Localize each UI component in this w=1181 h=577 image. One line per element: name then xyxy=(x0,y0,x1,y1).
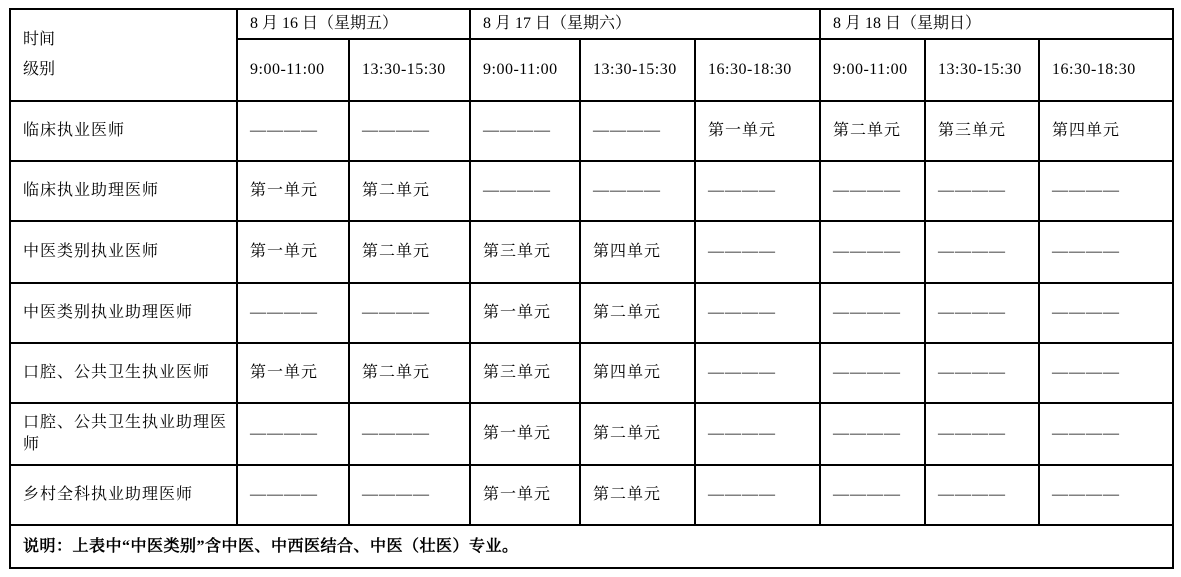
schedule-cell: 第四单元 xyxy=(580,343,695,403)
schedule-cell: 第二单元 xyxy=(580,283,695,343)
schedule-cell: 第二单元 xyxy=(349,343,470,403)
schedule-cell: ———— xyxy=(237,465,349,525)
schedule-cell: ———— xyxy=(820,465,925,525)
schedule-cell: ———— xyxy=(580,161,695,221)
schedule-cell: 第三单元 xyxy=(470,221,580,283)
time-slot-header: 9:00-11:00 xyxy=(470,39,580,101)
schedule-cell: ———— xyxy=(580,101,695,161)
schedule-cell: ———— xyxy=(1039,403,1173,465)
schedule-cell: ———— xyxy=(820,283,925,343)
schedule-cell: ———— xyxy=(349,101,470,161)
schedule-cell: 第一单元 xyxy=(470,283,580,343)
schedule-cell: ———— xyxy=(695,283,820,343)
schedule-cell: ———— xyxy=(820,161,925,221)
schedule-cell: ———— xyxy=(1039,283,1173,343)
table-row xyxy=(10,101,1173,161)
table-row xyxy=(10,161,1173,221)
schedule-cell: 第三单元 xyxy=(470,343,580,403)
schedule-cell: ———— xyxy=(695,161,820,221)
schedule-cell: 第一单元 xyxy=(695,101,820,161)
note-text: 说明：上表中“中医类别”含中医、中西医结合、中医（壮医）专业。 xyxy=(10,525,1173,568)
date-header-friday: 8 月 16 日（星期五） xyxy=(237,9,470,39)
row-label: 临床执业助理医师 xyxy=(10,161,237,221)
table-row xyxy=(10,465,1173,525)
exam-schedule-table xyxy=(9,8,1174,569)
schedule-cell: 第二单元 xyxy=(349,161,470,221)
schedule-cell: ———— xyxy=(237,101,349,161)
schedule-cell: ———— xyxy=(925,343,1039,403)
row-label: 乡村全科执业助理医师 xyxy=(10,465,237,525)
schedule-cell: 第四单元 xyxy=(580,221,695,283)
table-row xyxy=(10,343,1173,403)
schedule-cell: ———— xyxy=(925,221,1039,283)
schedule-cell: ———— xyxy=(1039,343,1173,403)
schedule-cell: ———— xyxy=(820,343,925,403)
row-label: 口腔、公共卫生执业医师 xyxy=(10,343,237,403)
time-slot-header: 9:00-11:00 xyxy=(820,39,925,101)
note-row xyxy=(10,525,1173,568)
schedule-cell: ———— xyxy=(820,221,925,283)
time-slot-header: 13:30-15:30 xyxy=(349,39,470,101)
schedule-cell: 第一单元 xyxy=(237,221,349,283)
time-slot-header: 16:30-18:30 xyxy=(1039,39,1173,101)
schedule-cell: ———— xyxy=(925,161,1039,221)
schedule-cell: ———— xyxy=(695,465,820,525)
schedule-cell: ———— xyxy=(237,283,349,343)
schedule-cell: 第三单元 xyxy=(925,101,1039,161)
schedule-cell: ———— xyxy=(1039,465,1173,525)
schedule-cell: 第四单元 xyxy=(1039,101,1173,161)
schedule-cell: ———— xyxy=(820,403,925,465)
schedule-cell: ———— xyxy=(1039,221,1173,283)
time-slot-header: 13:30-15:30 xyxy=(580,39,695,101)
date-header-sunday: 8 月 18 日（星期日） xyxy=(820,9,1173,39)
schedule-cell: ———— xyxy=(925,283,1039,343)
schedule-cell: 第一单元 xyxy=(237,161,349,221)
table-row xyxy=(10,221,1173,283)
schedule-cell: ———— xyxy=(349,283,470,343)
corner-header-cell xyxy=(10,9,237,101)
date-header-saturday: 8 月 17 日（星期六） xyxy=(470,9,820,39)
schedule-cell: 第一单元 xyxy=(237,343,349,403)
schedule-cell: ———— xyxy=(349,403,470,465)
row-label: 口腔、公共卫生执业助理医师 xyxy=(10,403,237,465)
corner-label-time: 时间 xyxy=(23,31,56,48)
schedule-cell: 第二单元 xyxy=(349,221,470,283)
schedule-cell: ———— xyxy=(695,343,820,403)
time-slot-header: 16:30-18:30 xyxy=(695,39,820,101)
schedule-cell: ———— xyxy=(1039,161,1173,221)
schedule-cell: ———— xyxy=(925,465,1039,525)
corner-label-level: 级别 xyxy=(23,61,56,78)
schedule-cell: ———— xyxy=(695,403,820,465)
row-label: 临床执业医师 xyxy=(10,101,237,161)
table-row xyxy=(10,403,1173,465)
table-row xyxy=(10,283,1173,343)
schedule-cell: ———— xyxy=(695,221,820,283)
schedule-cell: 第一单元 xyxy=(470,465,580,525)
schedule-cell: 第二单元 xyxy=(820,101,925,161)
row-label: 中医类别执业助理医师 xyxy=(10,283,237,343)
schedule-cell: 第二单元 xyxy=(580,403,695,465)
time-slot-header: 9:00-11:00 xyxy=(237,39,349,101)
schedule-cell: ———— xyxy=(237,403,349,465)
schedule-cell: 第一单元 xyxy=(470,403,580,465)
schedule-cell: ———— xyxy=(925,403,1039,465)
row-label: 中医类别执业医师 xyxy=(10,221,237,283)
date-header-row xyxy=(10,9,1173,39)
schedule-cell: ———— xyxy=(470,101,580,161)
time-slot-header: 13:30-15:30 xyxy=(925,39,1039,101)
schedule-cell: 第二单元 xyxy=(580,465,695,525)
schedule-cell: ———— xyxy=(349,465,470,525)
schedule-cell: ———— xyxy=(470,161,580,221)
